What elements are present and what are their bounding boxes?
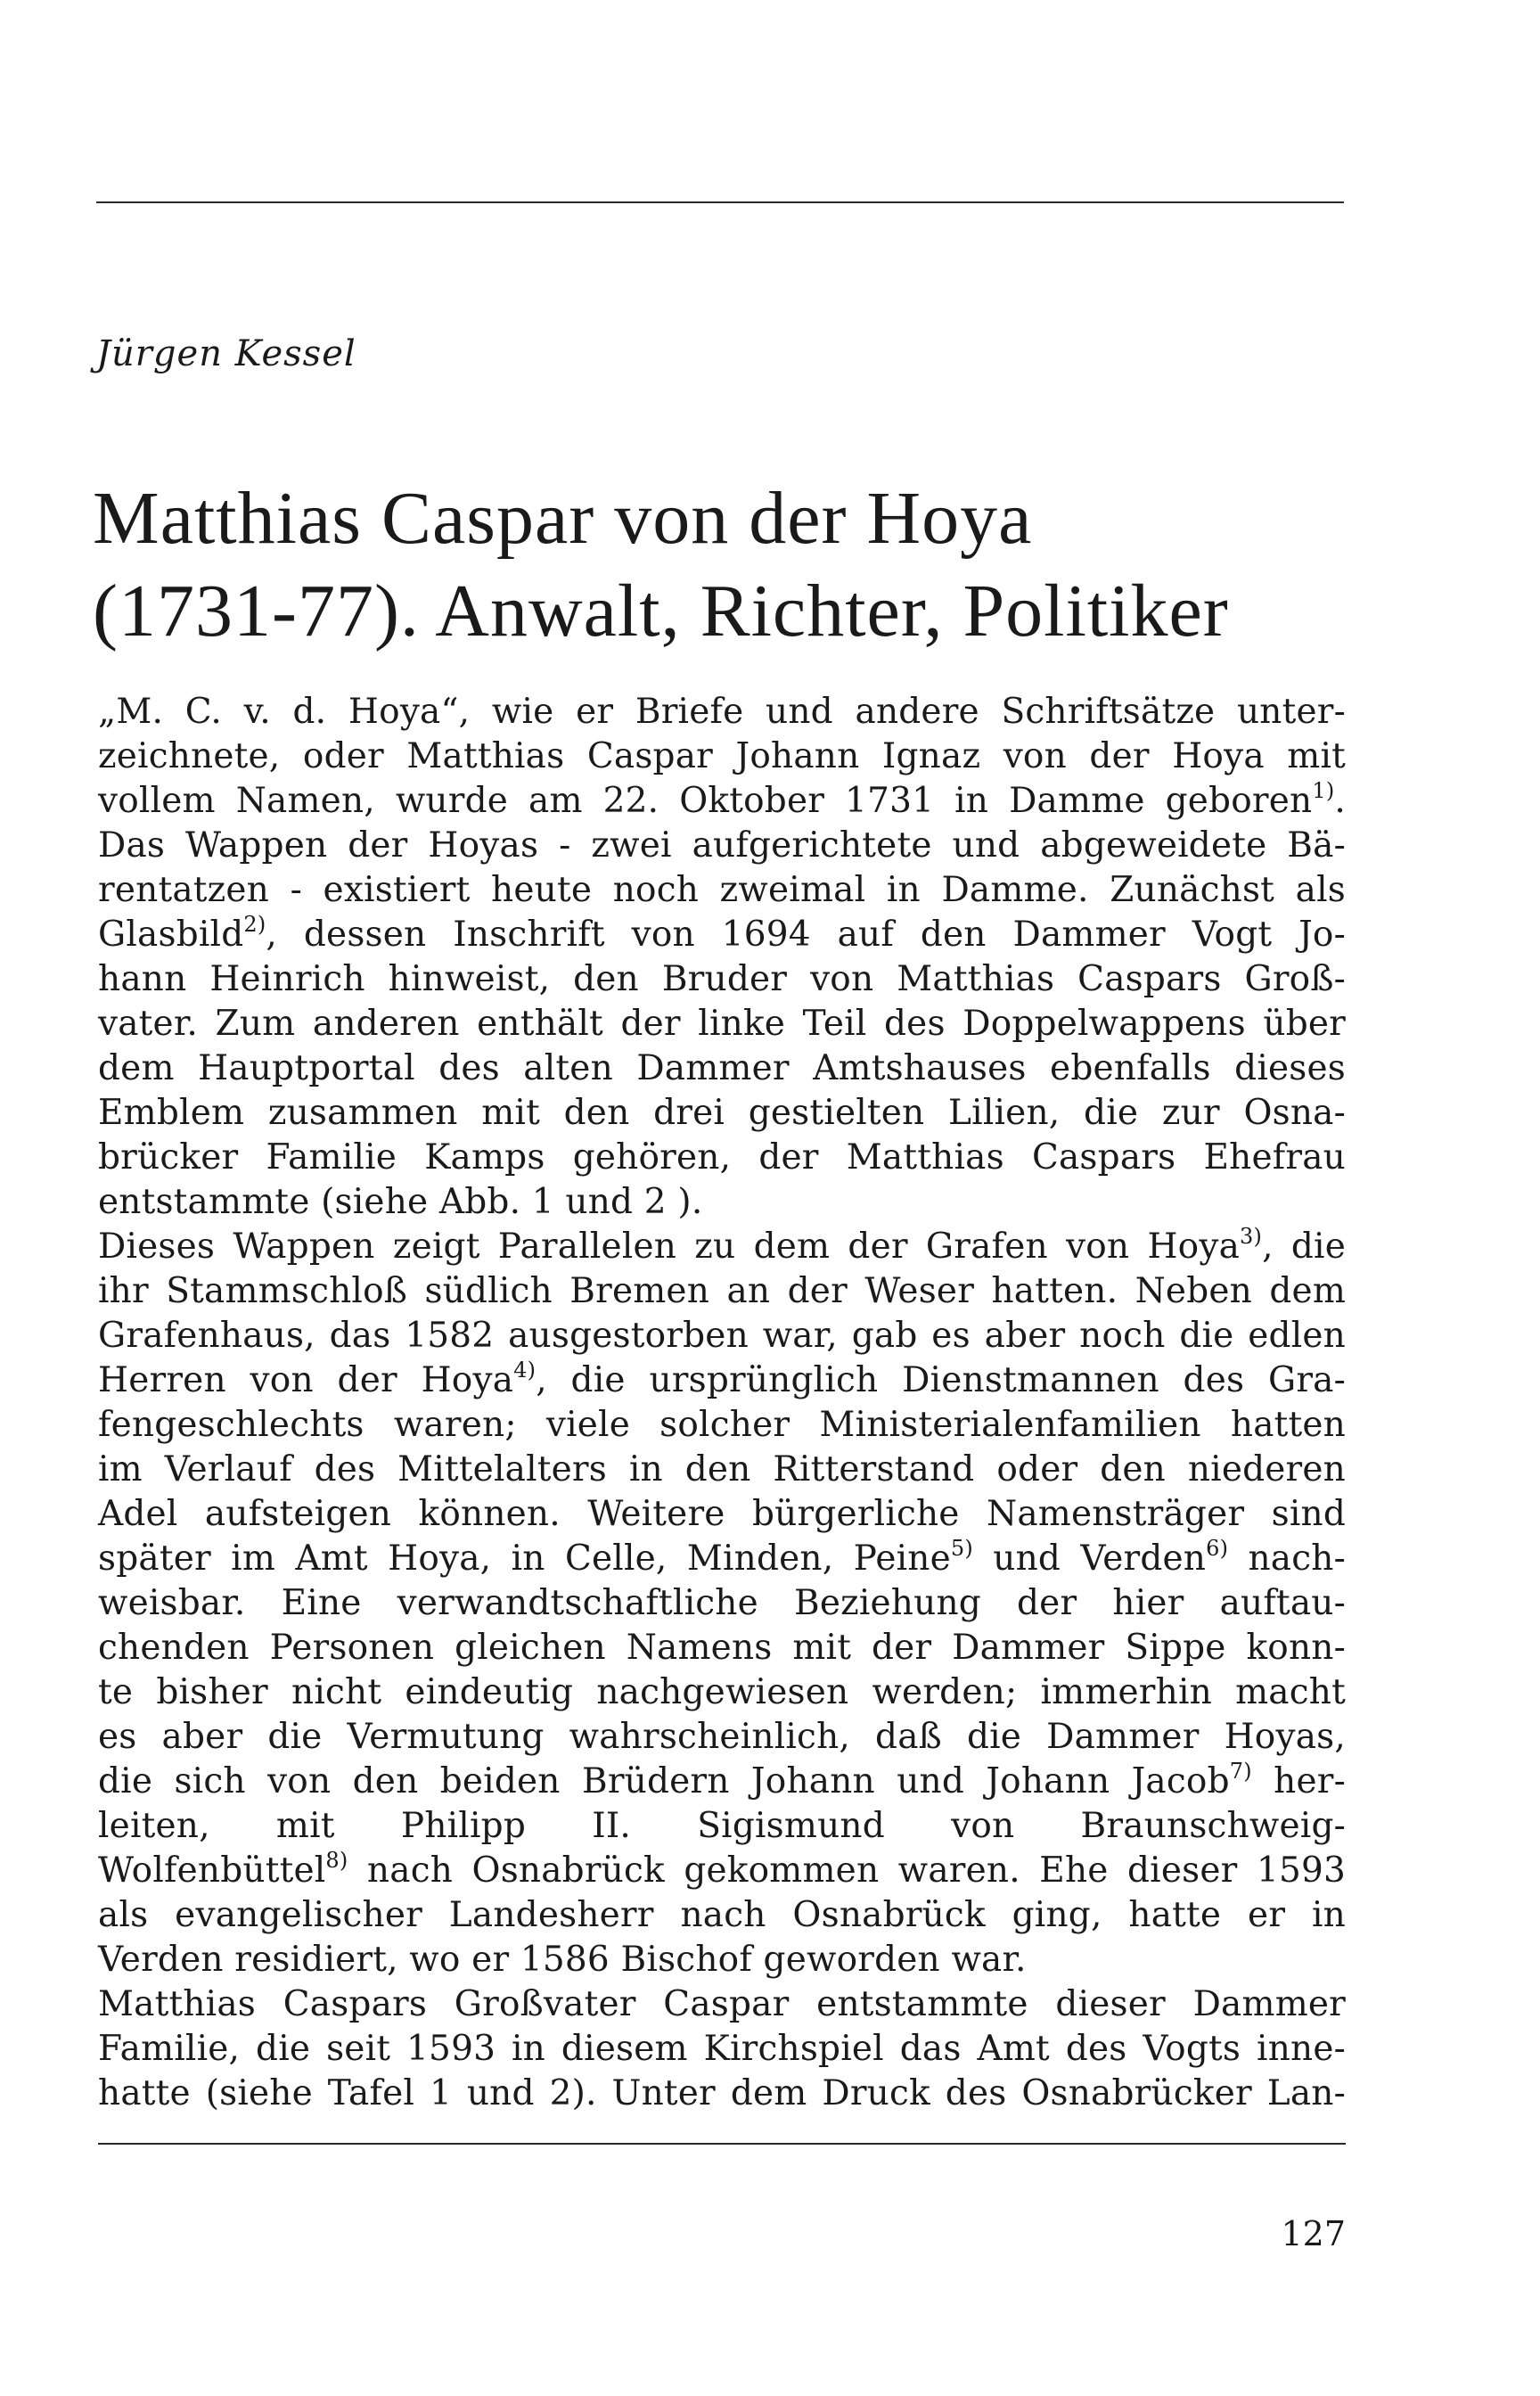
footnote-ref: 3) (1240, 1224, 1263, 1249)
body-line-text-after: . (1334, 781, 1346, 821)
body-line-text: dem Hauptportal des alten Dammer Amtshauses ebenfalls dieses (98, 1048, 1346, 1088)
body-line (98, 1225, 1346, 1269)
body-line (98, 1804, 1346, 1849)
body-line-text: Grafenhaus, das 1582 ausgestorben war, gab es aber noch die edlen (98, 1316, 1346, 1356)
body-line-text: vollem Namen, wurde am 22. Oktober 1731 in Damme geboren (98, 781, 1313, 821)
title-line-2: (1731-77). Anwalt, Richter, Politiker (93, 570, 1229, 652)
body-line-text: es aber die Vermutung wahrscheinlich, daß die Dammer Hoyas, (98, 1717, 1346, 1757)
footnote-ref: 5) (950, 1536, 973, 1561)
body-line (98, 734, 1346, 779)
footnote-ref: 6) (1206, 1536, 1229, 1561)
body-line (98, 1136, 1346, 1180)
body-line (98, 1893, 1346, 1938)
body-line-text: vater. Zum anderen enthält der linke Teil des Doppelwappens über (98, 1004, 1346, 1044)
body-line (98, 1581, 1346, 1626)
body-line-text: leiten, mit Philipp II. Sigismund von Braunschweig- (98, 1806, 1346, 1846)
body-line (98, 824, 1346, 868)
body-line-text: entstammte (siehe Abb. 1 und 2 ). (98, 1182, 703, 1222)
body-line-text: Glasbild (98, 915, 244, 955)
top-rule (96, 201, 1344, 203)
body-line (98, 1849, 1346, 1893)
body-line (98, 957, 1346, 1002)
body-line-text: hann Heinrich hinweist, den Bruder von Matthias Caspars Groß- (98, 959, 1346, 999)
body-line (98, 1492, 1346, 1537)
body-line-text: die sich von den beiden Brüdern Johann und Johann Jacob (98, 1761, 1230, 1801)
body-line-text-after: nach Osnabrück gekommen waren. Ehe dieser 1593 (348, 1850, 1346, 1891)
body-line (98, 1938, 1346, 1982)
body-line (98, 868, 1346, 913)
body-line (98, 1358, 1346, 1403)
body-line-text: Dieses Wappen zeigt Parallelen zu dem der Grafen von Hoya (98, 1227, 1241, 1267)
body-text (98, 690, 1346, 2116)
body-line (98, 1314, 1346, 1358)
body-line-text: Herren von der Hoya (98, 1360, 514, 1400)
body-line (98, 779, 1346, 824)
body-line-text: als evangelischer Landesherr nach Osnabrück ging, hatte er in (98, 1895, 1346, 1935)
body-line (98, 1180, 1346, 1225)
body-line (98, 1403, 1346, 1448)
body-line-text: Matthias Caspars Großvater Caspar entstammte dieser Dammer (98, 1984, 1346, 2024)
body-line (98, 1269, 1346, 1314)
body-line-text-after: nach- (1228, 1539, 1347, 1579)
body-line (98, 913, 1346, 957)
body-line-text: Familie, die seit 1593 in diesem Kirchspiel das Amt des Vogts inne- (98, 2029, 1346, 2069)
body-line-text: später im Amt Hoya, in Celle, Minden, Peine (98, 1539, 951, 1579)
title-line-1: Matthias Caspar von der Hoya (93, 477, 1033, 560)
author-name: Jürgen Kessel (96, 333, 356, 374)
body-line-text-after: und Verden (972, 1539, 1207, 1579)
body-line-text: im Verlauf des Mittelalters in den Ritterstand oder den niederen (98, 1449, 1346, 1489)
body-line (98, 1046, 1346, 1091)
body-line (98, 1091, 1346, 1136)
body-line (98, 2072, 1346, 2116)
body-line-text-after: , die (1262, 1227, 1346, 1267)
body-line-text: weisbar. Eine verwandtschaftliche Beziehung der hier auftau- (98, 1583, 1346, 1623)
body-line-text: zeichnete, oder Matthias Caspar Johann Ignaz von der Hoya mit (98, 736, 1346, 776)
body-line (98, 1002, 1346, 1046)
footnote-ref: 8) (325, 1848, 348, 1873)
body-line (98, 1715, 1346, 1760)
body-line (98, 1760, 1346, 1804)
body-line-text-after: her- (1251, 1761, 1346, 1801)
body-line (98, 2027, 1346, 2072)
body-line-text: te bisher nicht eindeutig nachgewiesen werden; immerhin macht (98, 1672, 1346, 1712)
body-line-text: Das Wappen der Hoyas - zwei aufgerichtete und abgeweidete Bä- (98, 825, 1346, 866)
body-line-text-after: , dessen Inschrift von 1694 auf den Dammer Vogt Jo- (266, 915, 1346, 955)
bottom-rule (98, 2143, 1346, 2145)
body-line-text-after: , die ursprünglich Dienstmannen des Gra- (536, 1360, 1346, 1400)
body-line (98, 1670, 1346, 1715)
body-line-text: Adel aufsteigen können. Weitere bürgerliche Namensträger sind (98, 1494, 1346, 1534)
body-line-text: chenden Personen gleichen Namens mit der Dammer Sippe konn- (98, 1628, 1346, 1668)
article-title (93, 472, 1358, 658)
footnote-ref: 7) (1229, 1759, 1252, 1784)
body-line-text: ihr Stammschloß südlich Bremen an der Weser hatten. Neben dem (98, 1271, 1346, 1311)
footnote-ref: 1) (1312, 778, 1335, 803)
body-line-text: Emblem zusammen mit den drei gestielten Lilien, die zur Osna- (98, 1093, 1346, 1133)
body-line-text: Verden residiert, wo er 1586 Bischof geworden war. (98, 1940, 1027, 1980)
body-line-text: brücker Familie Kamps gehören, der Matthias Caspars Ehefrau (98, 1137, 1346, 1177)
body-line-text: fengeschlechts waren; viele solcher Ministerialenfamilien hatten (98, 1405, 1346, 1445)
body-line (98, 1537, 1346, 1581)
footnote-ref: 2) (243, 912, 266, 937)
body-line (98, 1626, 1346, 1670)
body-line-text: „M. C. v. d. Hoya“, wie er Briefe und andere Schriftsätze unter- (98, 692, 1346, 732)
page-number: 127 (1281, 2214, 1346, 2253)
body-line-text: Wolfenbüttel (98, 1850, 326, 1891)
body-line (98, 1982, 1346, 2027)
body-line-text: rentatzen - existiert heute noch zweimal in Damme. Zunächst als (98, 870, 1346, 910)
body-line (98, 1448, 1346, 1492)
body-line (98, 690, 1346, 734)
footnote-ref: 4) (513, 1358, 537, 1383)
body-line-text: hatte (siehe Tafel 1 und 2). Unter dem Druck des Osnabrücker Lan- (98, 2073, 1346, 2113)
